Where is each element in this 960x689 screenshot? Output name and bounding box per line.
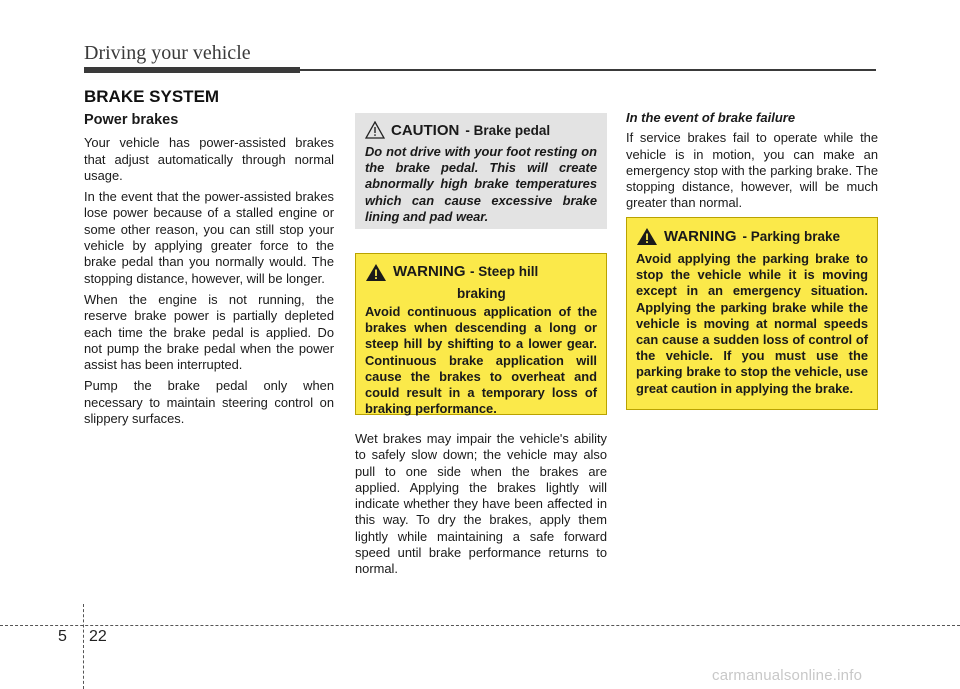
- caution-text: Do not drive with your foot resting on the brake pedal. This will create abnormally high brake temperatures which can cause excessive brake lining and pad wear.: [365, 144, 597, 224]
- page-number: 22: [89, 628, 107, 645]
- warning-box-parking-brake: [626, 217, 878, 410]
- footer-rule: [0, 625, 960, 626]
- brake-failure-column: [626, 110, 878, 217]
- power-brakes-column: [84, 112, 334, 432]
- warning-triangle-filled-icon: [365, 263, 387, 282]
- power-brakes-paragraph: Pump the brake pedal only when necessary to maintain steering control on slippery surfaces.: [84, 378, 334, 427]
- warning-triangle-filled-icon: [636, 227, 658, 246]
- warning-steep-heading: [365, 263, 597, 282]
- power-brakes-title: Power brakes: [84, 112, 179, 128]
- warning-parking-text: Avoid applying the parking brake to stop the vehicle while it is moving except in an emergency situation. Applying the parking brake while the vehicle is moving at normal speeds can cause a sudden loss of control of the vehicle. If you must use the parking brake to stop the vehicle, use great caution in applying the brake.: [636, 251, 868, 396]
- warning-box-steep-hill: [355, 253, 607, 415]
- caution-heading: [365, 121, 597, 139]
- wet-brakes-paragraph: Wet brakes may impair the vehicle's ability to safely slow down; the vehicle may also pull to one side when the brakes are applied. Applying the brakes lightly will indicate whether they have been affected in this way. To dry the brakes, apply them lightly while maintaining a safe forward speed until brake performance returns to normal.: [355, 431, 607, 577]
- chapter-number: 5: [58, 628, 67, 645]
- header-accent-bar: [84, 67, 300, 73]
- warning-steep-label: WARNING: [393, 263, 466, 280]
- caution-label: CAUTION: [391, 121, 460, 139]
- warning-parking-heading: [636, 227, 868, 246]
- warning-parking-label: WARNING: [664, 228, 737, 245]
- power-brakes-paragraph: Your vehicle has power-assisted brakes that adjust automatically through normal usage.: [84, 135, 334, 183]
- warning-parking-subtitle: - Parking brake: [742, 229, 841, 244]
- warning-steep-subtitle: - Steep hill: [469, 264, 539, 279]
- caution-subtitle: - Brake pedal: [465, 122, 551, 138]
- chapter-title: Driving your vehicle: [84, 42, 251, 64]
- section-title: BRAKE SYSTEM: [84, 87, 220, 106]
- caution-box-brake-pedal: [355, 113, 607, 229]
- warning-steep-subtitle-line2: braking: [457, 286, 506, 301]
- caution-triangle-outline-icon: [365, 121, 385, 139]
- brake-failure-paragraph: If service brakes fail to operate while the vehicle is in motion, you can make an emergency stop with the parking brake. The stopping distance, however, will be much greater than normal.: [626, 130, 878, 211]
- power-brakes-paragraph: When the engine is not running, the reserve brake power is partially depleted each time the brake pedal is applied. Do not pump the brake pedal when the power assist has been interrupted.: [84, 291, 334, 373]
- brake-failure-title: In the event of brake failure: [626, 110, 796, 125]
- power-brakes-paragraph: In the event that the power-assisted brakes lose power because of a stalled engine or some other reason, you can still stop your vehicle by applying greater force to the brake pedal than you normally would. The stopping distance, however, will be longer.: [84, 189, 334, 286]
- warning-steep-text: Avoid continuous application of the brakes when descending a long or steep hill by shifting to a lower gear. Continuous brake application will cause the brakes to overheat and could result in a temporary loss of braking performance.: [365, 304, 597, 417]
- watermark: carmanualsonline.info: [712, 667, 863, 684]
- footer-divider: [83, 604, 84, 689]
- header-rule: [300, 69, 876, 71]
